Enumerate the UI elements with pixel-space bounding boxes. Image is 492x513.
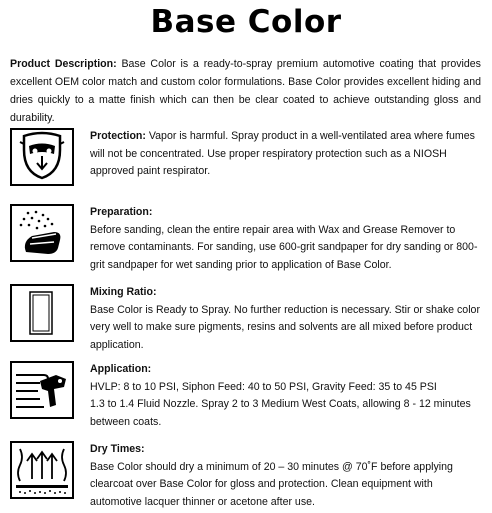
dry-times-text-block	[90, 441, 484, 511]
application-heading: Application:	[90, 363, 152, 375]
description-text: Base Color is a ready-to-spray premium automotive coating that provides excellent OEM color match and custom color formulations. Base Color provides excellent hiding and dries quickly to a matte finish which can then be clear coated to achieve outstanding gloss and durability.	[10, 58, 481, 124]
preparation-heading: Preparation:	[90, 206, 153, 218]
application-text-block	[90, 361, 484, 431]
application-nozzle-line: 1.3 to 1.4 Fluid Nozzle. Spray 2 to 3 Medium West Coats, allowing 8 - 12 minutes between coats.	[90, 398, 471, 428]
mixing-container-icon	[10, 284, 74, 342]
application-pressure-line: HVLP: 8 to 10 PSI, Siphon Feed: 40 to 50 PSI, Gravity Feed: 35 to 45 PSI	[90, 380, 437, 393]
spray-gun-icon	[10, 361, 74, 419]
preparation-text: Before sanding, clean the entire repair area with Wax and Grease Remover to remove contaminants. For sanding, use 600-grit sandpaper for dry sanding or 800-grit sandpaper for wet sanding prior to application of Base Color.	[90, 223, 478, 271]
dry-times-text: Base Color should dry a minimum of 20 – 30 minutes @ 70˚F before applying clearcoat over Base Color for gloss and protection. Clean equipment with automotive lacquer thinner or acetone after use.	[90, 460, 453, 508]
preparation-text-block	[90, 204, 484, 274]
product-description	[10, 55, 481, 127]
protection-text: Vapor is harmful. Spray product in a well-ventilated area where fumes will not be concentrated. Use proper respiratory protection such as a NIOSH approved paint respirator.	[90, 130, 475, 177]
dry-time-heat-icon	[10, 441, 74, 499]
respirator-icon	[10, 128, 74, 186]
mixing-heading: Mixing Ratio:	[90, 286, 157, 298]
sanding-hand-icon	[10, 204, 74, 262]
protection-heading: Protection:	[90, 130, 146, 142]
dry-times-heading: Dry Times:	[90, 443, 145, 455]
page-title: Base Color	[150, 4, 342, 40]
protection-text-block	[90, 128, 484, 181]
mixing-text: Base Color is Ready to Spray. No further reduction is necessary. Stir or shake color very well to make sure pigments, resins and solvents are all mixed before product application.	[90, 303, 480, 351]
description-label: Product Description:	[10, 58, 117, 70]
mixing-text-block	[90, 284, 484, 354]
